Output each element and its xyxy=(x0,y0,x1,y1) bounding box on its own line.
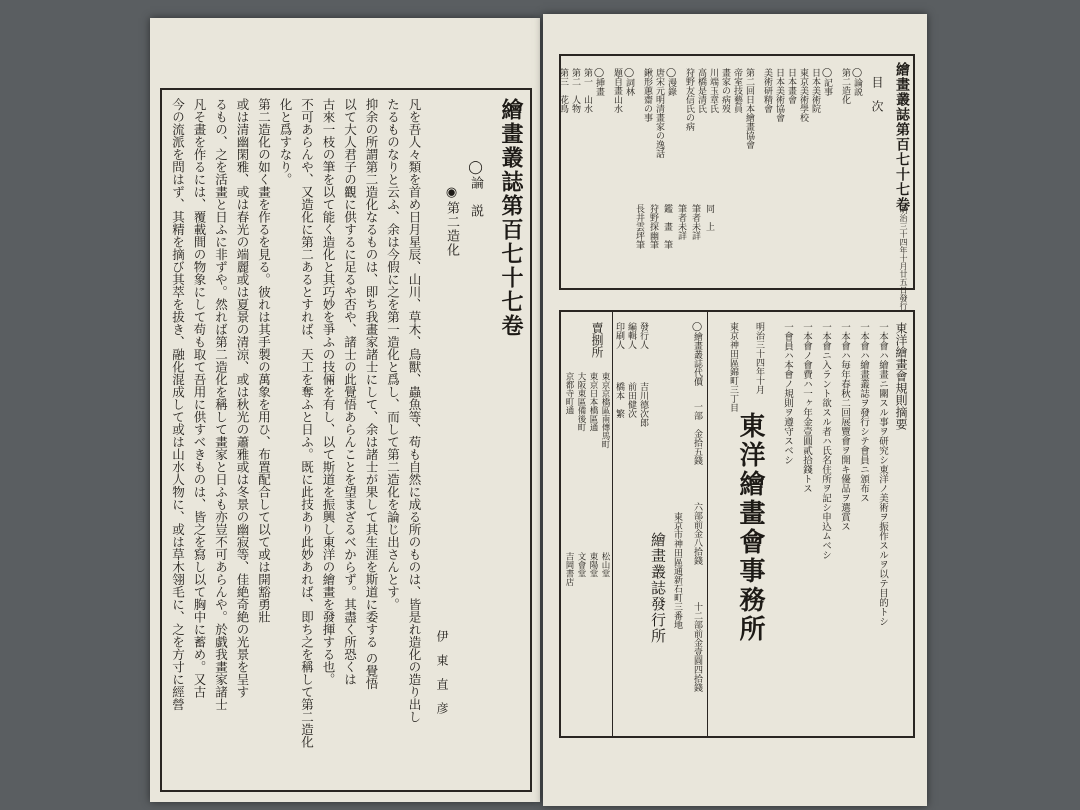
seller-name: 松山堂 xyxy=(600,552,610,578)
body-line: 凡そ畫を作るには、覆載間の物象にして苟も取て吾用に供すべきものは、皆之を寫し以て胸中に蓄め。又古 xyxy=(192,98,207,698)
rule-line: 一會員ハ本會ノ規則ヲ遵守スベシ xyxy=(782,322,793,465)
rules-title: 東洋繪畫會規則摘要 xyxy=(894,322,908,430)
price-line: 十二部前金壹圓四拾錢 xyxy=(692,602,702,692)
toc-author: 狩野探幽筆 xyxy=(648,204,658,249)
article-title: ◉第二造化 xyxy=(444,185,459,257)
toc-entry: 東京美術學校 xyxy=(798,68,808,122)
staff-name: 前田健次 xyxy=(626,382,636,418)
toc-entry: 畫家の病歿 xyxy=(720,68,730,113)
toc-entry: 川端玉章氏 xyxy=(708,68,718,113)
toc-entry: 高橋是清氏 xyxy=(696,68,706,113)
staff-role: 印刷人 xyxy=(614,322,624,349)
rule-line: 一本會ハ繪畫ニ關スル事ヲ研究シ東洋ノ美術ヲ振作スルヲ以テ目的トシ xyxy=(877,322,888,626)
body-line: るもの、之を活畫と日ふに非ずや。然れば第二造化を稱して畫家と日ふも亦豈不可あらんや。於戯我畫家諸士 xyxy=(213,98,229,711)
toc-entry: 第二 人物 xyxy=(570,68,580,113)
toc-entry: ◯記事 xyxy=(822,68,832,96)
sellers-label: 賣捌所 xyxy=(590,322,604,358)
staff-name: 吉川德次郎 xyxy=(638,382,648,427)
toc-entry: ◯論説 xyxy=(852,68,862,96)
divider xyxy=(612,312,613,736)
toc-entry: 鍬形蕙齋の事 xyxy=(642,68,652,122)
staff-role: 編輯人 xyxy=(626,322,636,349)
publisher-name: 繪畫叢誌發行所 xyxy=(649,532,667,644)
left-frame xyxy=(160,88,532,792)
toc-author: 筆者未詳 xyxy=(676,204,686,240)
price-line: 六部前金八拾錢 xyxy=(692,502,702,565)
body-line: たるものなりと云ふ、余は今假に之を第一造化と爲し、而して第二造化を論じ出さんとす。 xyxy=(385,98,401,611)
toc-entry: 日本畫會 xyxy=(786,68,796,104)
toc-entry: 第二回日本繪畫協會 xyxy=(744,68,754,149)
toc-author: 鑑 畫 筆 xyxy=(662,204,672,249)
toc-entry: 題自畫山水 xyxy=(612,68,622,113)
toc-entry: 美術研精會 xyxy=(762,68,772,113)
body-line: 第二造化の如く畫を作るを見る。彼れは其手製の萬象を用ひ、布置配合して以て或は開豁勇壯 xyxy=(256,98,272,623)
office-address: 東京神田區錦町三丁目 xyxy=(728,322,738,412)
toc-entry: ◯詞林 xyxy=(624,68,634,96)
rule-line: 一本會ニ入ラント欲スル者ハ氏名住所ヲ記シ申込ムベシ xyxy=(820,322,831,560)
seller-name: 文會堂 xyxy=(576,552,586,578)
price-title: ◯繪畫叢誌代價 xyxy=(692,322,702,386)
toc-frame xyxy=(558,54,915,310)
toc-title: 繪畫叢誌第百七十七卷 xyxy=(894,62,910,212)
seller-address: 東京日本橋區通 xyxy=(588,372,598,432)
body-line: 凡を吾人々類を首め日月星辰、山川、草木、鳥獸、蟲魚等、苟も自然に成る所のものは、皆是れ造化の造り出し xyxy=(407,98,422,723)
seller-address: 大阪東區備後町 xyxy=(576,372,586,432)
toc-entry: 日本美術院 xyxy=(810,68,820,113)
toc-author: 長井雲坪筆 xyxy=(634,204,644,249)
body-line: 抑余の所謂第二造化なるものは、即ち我畫家諸士にして、余は諸士が果して其生涯を斯道に委する の覺悟 xyxy=(364,98,379,690)
staff-name: 橋本 繁 xyxy=(614,382,624,418)
body-line: 不可あらんや、又造化に第二あるとすれば、天工を奪ふと日ふ。既に此技あり此妙あれば、即ち之を稱して第二造化 xyxy=(299,98,315,748)
toc-entry: 第二造化 xyxy=(840,68,850,104)
author-name: 伊 東 直 彦 xyxy=(435,630,449,714)
section-label: ◯論 説 xyxy=(468,160,483,218)
toc-entry: ◯挿畫 xyxy=(594,68,604,96)
toc-entry: 第三 花鳥 xyxy=(558,68,568,113)
toc-date: 明治三十四年十月廿五日發行 xyxy=(899,206,908,310)
rules-date: 明治三十四年十月 xyxy=(754,322,764,394)
body-line: 今の流派を問はず、其精を摘び其萃を拔き、融化混成して或は山水人物に、或は草木翎毛に、之を方寸に經營 xyxy=(170,98,186,711)
price-line: 一部 金拾五錢 xyxy=(692,402,702,465)
seller-name: 吉岡書店 xyxy=(564,552,574,586)
body-line: 或は清幽閑雅、或は春光の端麗或は夏景の清涼、或は秋光の蕭雅或は冬景の幽寂等、佳絶奇絶の光景を呈す xyxy=(235,98,250,698)
rule-line: 一本會ノ會費ハ一ヶ年金壹圓貳拾錢トス xyxy=(801,322,812,493)
toc-entry: 帝室技藝員 xyxy=(732,68,742,113)
magazine-title: 繪畫叢誌第百七十七卷 xyxy=(498,98,524,338)
toc-entry: 第一 山水 xyxy=(582,68,592,113)
toc-entry: 唐宋元明清畫家の逸話 xyxy=(654,68,664,158)
body-line: 古來一枝の筆を以て能く造化と其巧妙を爭ふの技倆を有し、以て斯道を振興し東洋の繪畫を發揮する也。 xyxy=(321,98,336,686)
divider xyxy=(707,312,708,736)
publisher-address: 東京市神田區通新石町三番地 xyxy=(672,512,682,629)
toc-author: 筆者未詳 xyxy=(690,204,700,240)
colophon-frame xyxy=(559,310,915,738)
seller-name: 東陽堂 xyxy=(588,552,598,578)
office-name: 東洋繪畫會事務所 xyxy=(735,412,765,644)
rule-line: 一本會ハ毎年春秋二回展覽會ヲ開キ優品ヲ選賞ス xyxy=(839,322,850,531)
toc-author: 同 上 xyxy=(704,204,714,231)
body-line: 以て大人君子の觀に供するに足るや否や、諸士の此覺悟あらんことを望まざるべからず。其盡く所恐くは xyxy=(342,98,358,686)
left-page xyxy=(150,18,540,802)
staff-role: 發行人 xyxy=(638,322,648,349)
toc-label: 目 次 xyxy=(870,76,884,112)
toc-entry: 日本美術協會 xyxy=(774,68,784,122)
toc-entry: 狩野友信氏の病 xyxy=(684,68,694,131)
right-page xyxy=(543,14,927,806)
rule-line: 一本會ハ繪畫叢誌ヲ發行シテ會員ニ頒布ス xyxy=(858,322,869,503)
body-line: 化と爲すなり。 xyxy=(278,98,293,186)
toc-entry: ◯漫錄 xyxy=(666,68,676,96)
seller-address: 東京京橋區南傳馬町 xyxy=(600,372,610,449)
seller-address: 京都寺町通 xyxy=(564,372,574,415)
